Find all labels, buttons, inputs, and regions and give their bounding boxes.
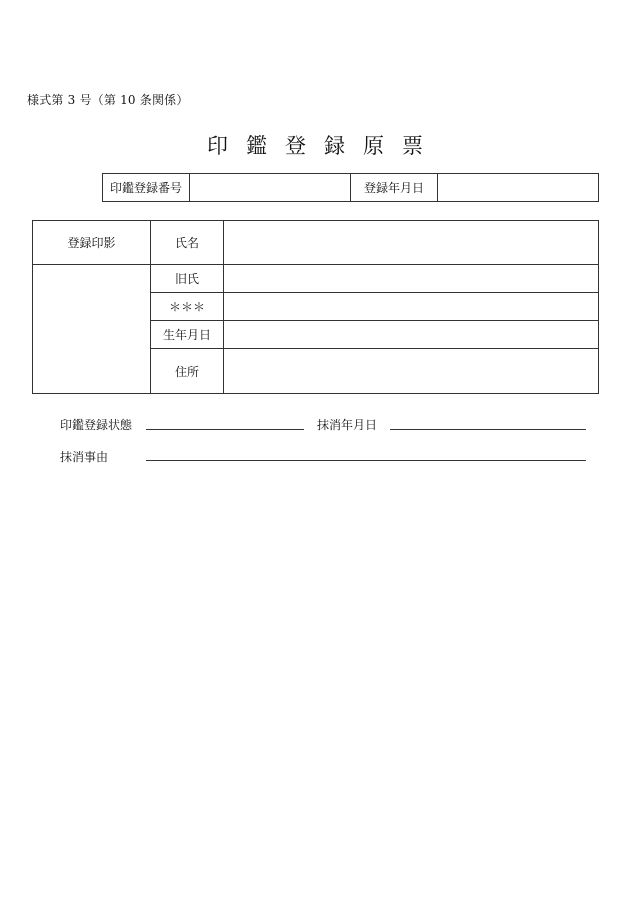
former-surname-field[interactable]	[224, 265, 599, 293]
name-label: 氏名	[151, 221, 224, 265]
cancellation-reason-label: 抹消事由	[60, 450, 109, 464]
registration-table	[102, 173, 599, 202]
birth-date-field[interactable]	[224, 321, 599, 349]
former-surname-label: 旧氏	[151, 265, 224, 293]
form-number-label: 様式第 3 号（第 10 条関係）	[27, 93, 189, 107]
address-field[interactable]	[224, 349, 599, 394]
page-title: 印鑑登録原票	[207, 134, 441, 158]
registration-number-field[interactable]	[190, 174, 351, 202]
registration-date-field[interactable]	[438, 174, 599, 202]
registration-state-label: 印鑑登録状態	[60, 418, 133, 432]
registrant-table	[32, 220, 599, 394]
cancellation-date-label: 抹消年月日	[317, 418, 378, 432]
cancellation-reason-line[interactable]	[146, 460, 586, 461]
birth-date-label: 生年月日	[151, 321, 224, 349]
name-field[interactable]	[224, 221, 599, 265]
seal-impression-label: 登録印影	[33, 221, 151, 265]
address-label: 住所	[151, 349, 224, 394]
seal-impression-area[interactable]	[33, 265, 151, 394]
masked-field[interactable]	[224, 293, 599, 321]
registration-date-label: 登録年月日	[351, 174, 438, 202]
masked-label: ＊＊＊	[151, 293, 224, 321]
registration-state-line[interactable]	[146, 429, 304, 430]
registration-number-label: 印鑑登録番号	[103, 174, 190, 202]
cancellation-date-line[interactable]	[390, 429, 586, 430]
